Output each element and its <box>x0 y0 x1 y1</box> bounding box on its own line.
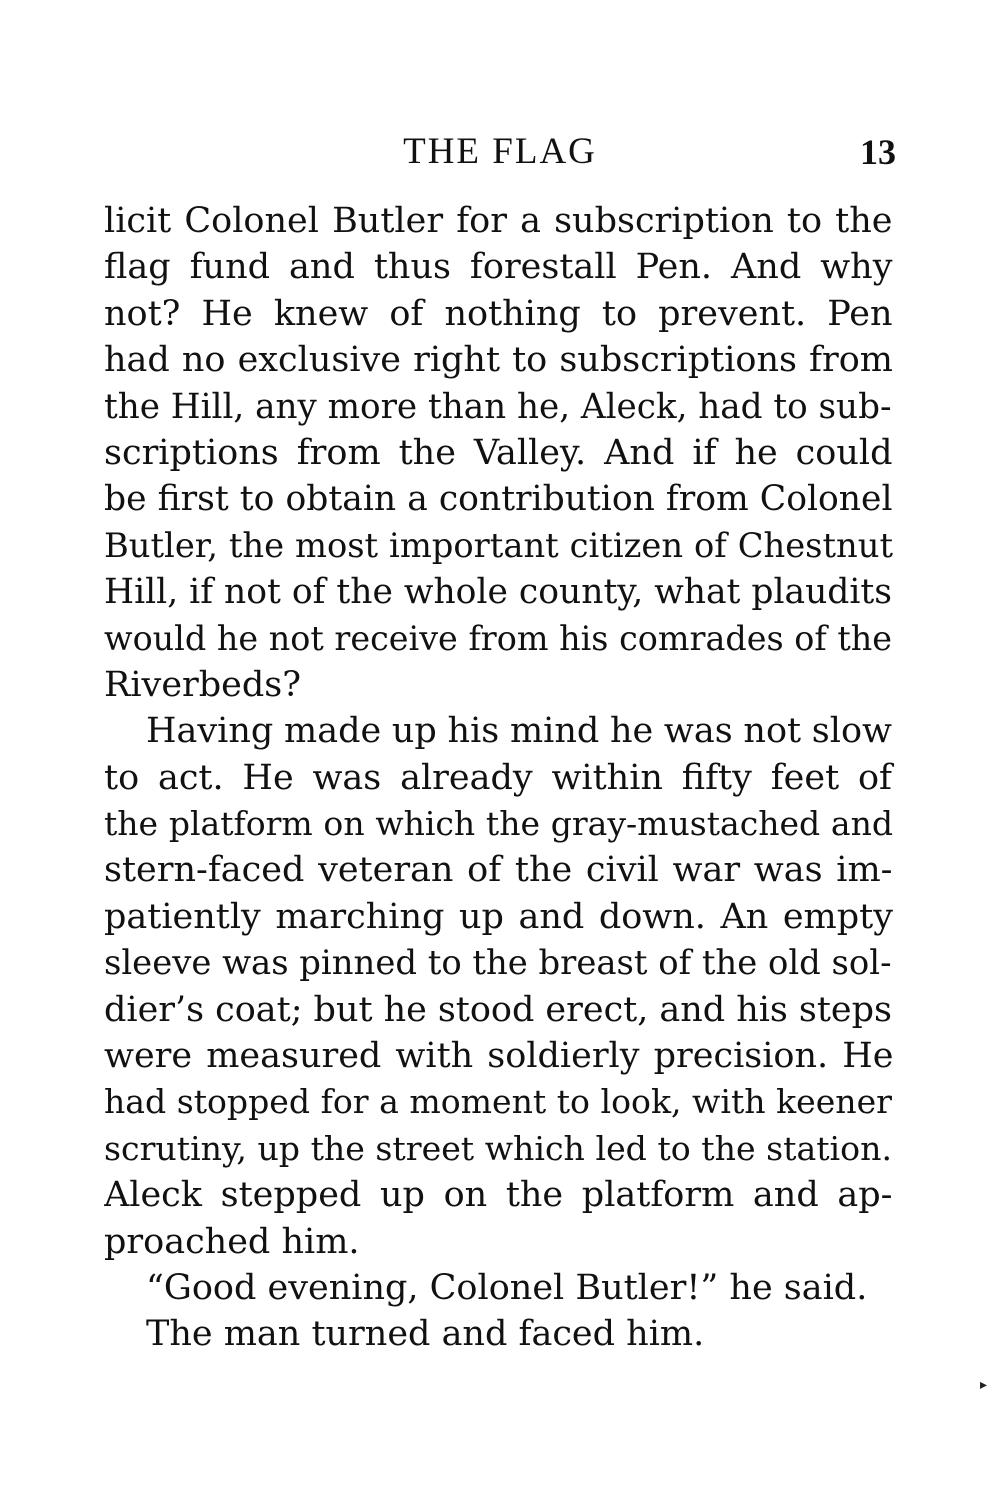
text-line: licit Colonel Butler for a subscription to the <box>104 201 893 241</box>
text-line: had stopped for a moment to look, with keener <box>104 1082 892 1122</box>
body-text <box>104 198 896 1358</box>
text-line: the platform on which the gray-mustached and <box>104 804 893 844</box>
text-line: to act. He was already within fifty feet of <box>104 757 892 798</box>
running-head <box>104 128 896 176</box>
text-line: would he not receive from his comrades of the <box>104 618 892 658</box>
stray-mark-icon: ▸ <box>980 1377 988 1393</box>
text-line: Riverbeds? <box>104 664 302 705</box>
text-line: not? He knew of nothing to prevent. Pen <box>104 293 893 334</box>
text-line: Aleck stepped up on the platform and ap- <box>104 1175 893 1216</box>
text-line: Hill, if not of the whole county, what plaudits <box>104 572 892 613</box>
text-line: stern-faced veteran of the civil war was im- <box>104 850 893 891</box>
text-line: Butler, the most important citizen of Chestnut <box>104 525 893 565</box>
paragraph-first-line: The man turned and faced him. <box>146 1314 705 1355</box>
paragraph-first-line: Having made up his mind he was not slow <box>146 711 892 752</box>
text-line: the Hill, any more than he, Aleck, had to sub- <box>104 386 892 427</box>
text-line: had no exclusive right to subscriptions from <box>104 340 893 381</box>
text-line: flag fund and thus forestall Pen. And why <box>104 247 893 288</box>
text-line: patiently marching up and down. An empty <box>104 896 893 937</box>
page-number: 13 <box>860 132 896 172</box>
text-line: proached him. <box>104 1221 360 1262</box>
text-line: scrutiny, up the street which led to the station. <box>104 1128 892 1168</box>
text-line: be first to obtain a contribution from Colonel <box>104 479 893 520</box>
running-head-title: THE FLAG <box>403 131 597 172</box>
text-line: scriptions from the Valley. And if he could <box>104 432 893 473</box>
text-line: were measured with soldierly precision. He <box>104 1036 894 1077</box>
paragraph-first-line: “Good evening, Colonel Butler!” he said. <box>146 1267 868 1308</box>
text-line: sleeve was pinned to the breast of the old sol- <box>104 943 892 983</box>
text-line: dier’s coat; but he stood erect, and his steps <box>104 989 892 1030</box>
